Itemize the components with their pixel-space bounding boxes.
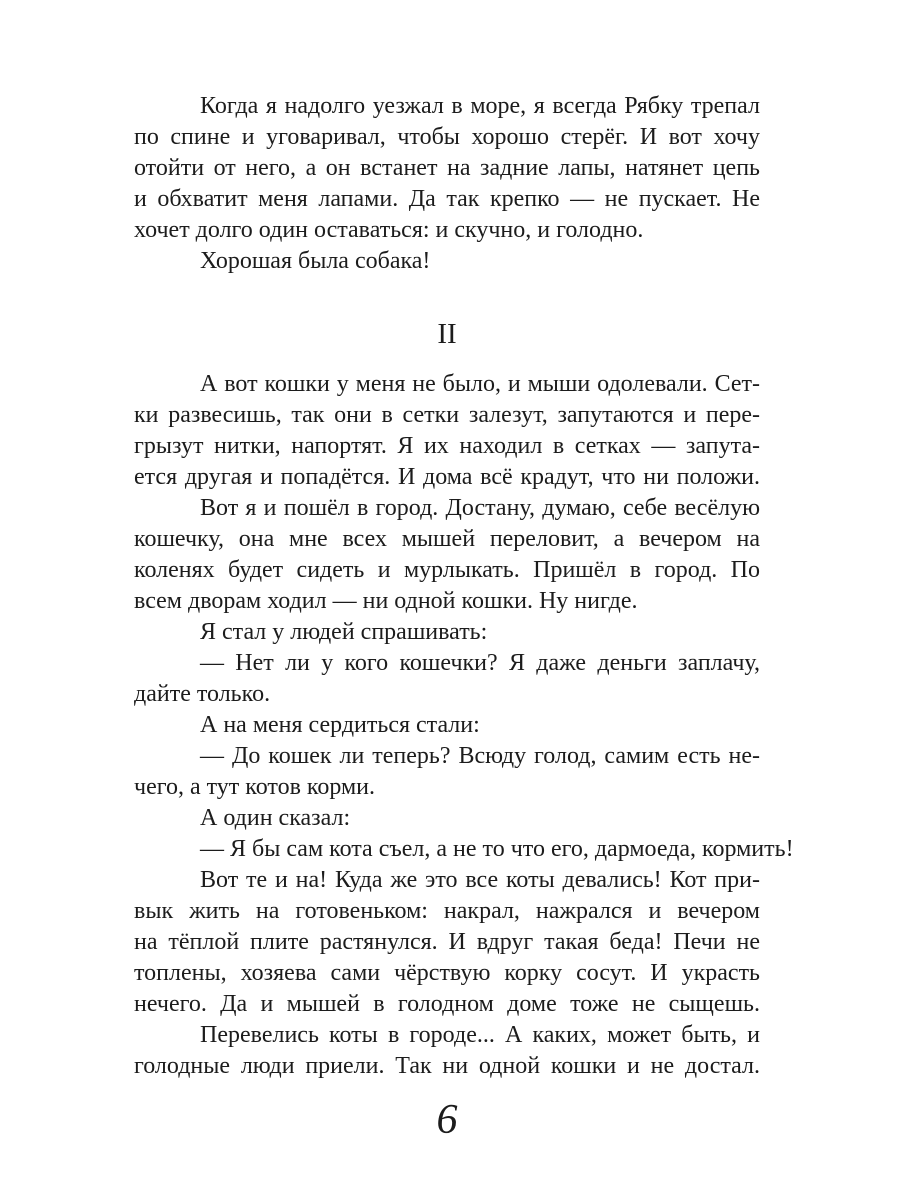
paragraph: [134, 803, 760, 834]
paragraph: [134, 369, 760, 493]
text-line: ки развесишь, так они в сетки залезут, запутаются и пере-: [134, 402, 760, 428]
text-line: А на меня сердиться стали:: [200, 712, 480, 738]
text-line: Я стал у людей спрашивать:: [200, 619, 488, 645]
text-line: отойти от него, а он встанет на задние лапы, натянет цепь: [134, 155, 760, 181]
text-line: Перевелись коты в городе... А каких, может быть, и: [200, 1022, 760, 1048]
paragraph: [134, 91, 760, 246]
paragraph: [134, 865, 760, 1020]
body-text: [134, 91, 794, 1082]
text-line: на тёплой плите растянулся. И вдруг такая беда! Печи не: [134, 929, 760, 955]
text-line: топлены, хозяева сами чёрствую корку сосут. И украсть: [134, 960, 760, 986]
text-line: коленях будет сидеть и мурлыкать. Пришёл в город. По: [134, 557, 760, 583]
text-line: Вот те и на! Куда же это все коты девались! Кот при-: [200, 867, 760, 893]
text-line: А вот кошки у меня не было, и мыши одолевали. Сет-: [200, 371, 760, 397]
page-number: 6: [436, 1097, 458, 1143]
paragraph: [134, 710, 760, 741]
paragraph: [134, 648, 760, 710]
text-line: — До кошек ли теперь? Всюду голод, самим есть не-: [200, 743, 760, 769]
text-line: грызут нитки, напортят. Я их находил в сетках — запута-: [134, 433, 760, 459]
text-line: чего, а тут котов корми.: [134, 774, 376, 800]
text-line: дайте только.: [134, 681, 271, 707]
text-line: нечего. Да и мышей в голодном доме тоже не сыщешь.: [134, 991, 760, 1017]
section-heading: II: [437, 318, 457, 350]
text-line: — Я бы сам кота съел, а не то что его, дармоеда, кормить!: [200, 836, 794, 862]
text-block: [134, 91, 794, 1144]
text-line: по спине и уговаривал, чтобы хорошо стерёг. И вот хочу: [134, 124, 760, 150]
paragraph: [134, 1020, 760, 1082]
paragraph: [134, 741, 760, 803]
text-line: А один сказал:: [200, 805, 351, 831]
paragraph: [134, 246, 760, 277]
text-line: и обхватит меня лапами. Да так крепко — не пускает. Не: [134, 186, 760, 212]
text-line: вык жить на готовеньком: накрал, нажрался и вечером: [134, 898, 760, 924]
text-line: ется другая и попадётся. И дома всё крадут, что ни положи.: [134, 464, 760, 490]
text-line: всем дворам ходил — ни одной кошки. Ну нигде.: [134, 588, 638, 614]
text-line: хочет долго один оставаться: и скучно, и голодно.: [134, 217, 644, 243]
paragraph: [134, 493, 760, 617]
text-line: голодные люди приели. Так ни одной кошки и не достал.: [134, 1053, 760, 1079]
paragraph: [134, 834, 794, 865]
text-line: — Нет ли у кого кошечки? Я даже деньги заплачу,: [200, 650, 760, 676]
text-line: Хорошая была собака!: [200, 248, 431, 274]
paragraph: [134, 617, 760, 648]
text-line: Когда я надолго уезжал в море, я всегда Рябку трепал: [200, 93, 760, 119]
text-line: Вот я и пошёл в город. Достану, думаю, себе весёлую: [200, 495, 760, 521]
text-line: кошечку, она мне всех мышей переловит, а вечером на: [134, 526, 760, 552]
